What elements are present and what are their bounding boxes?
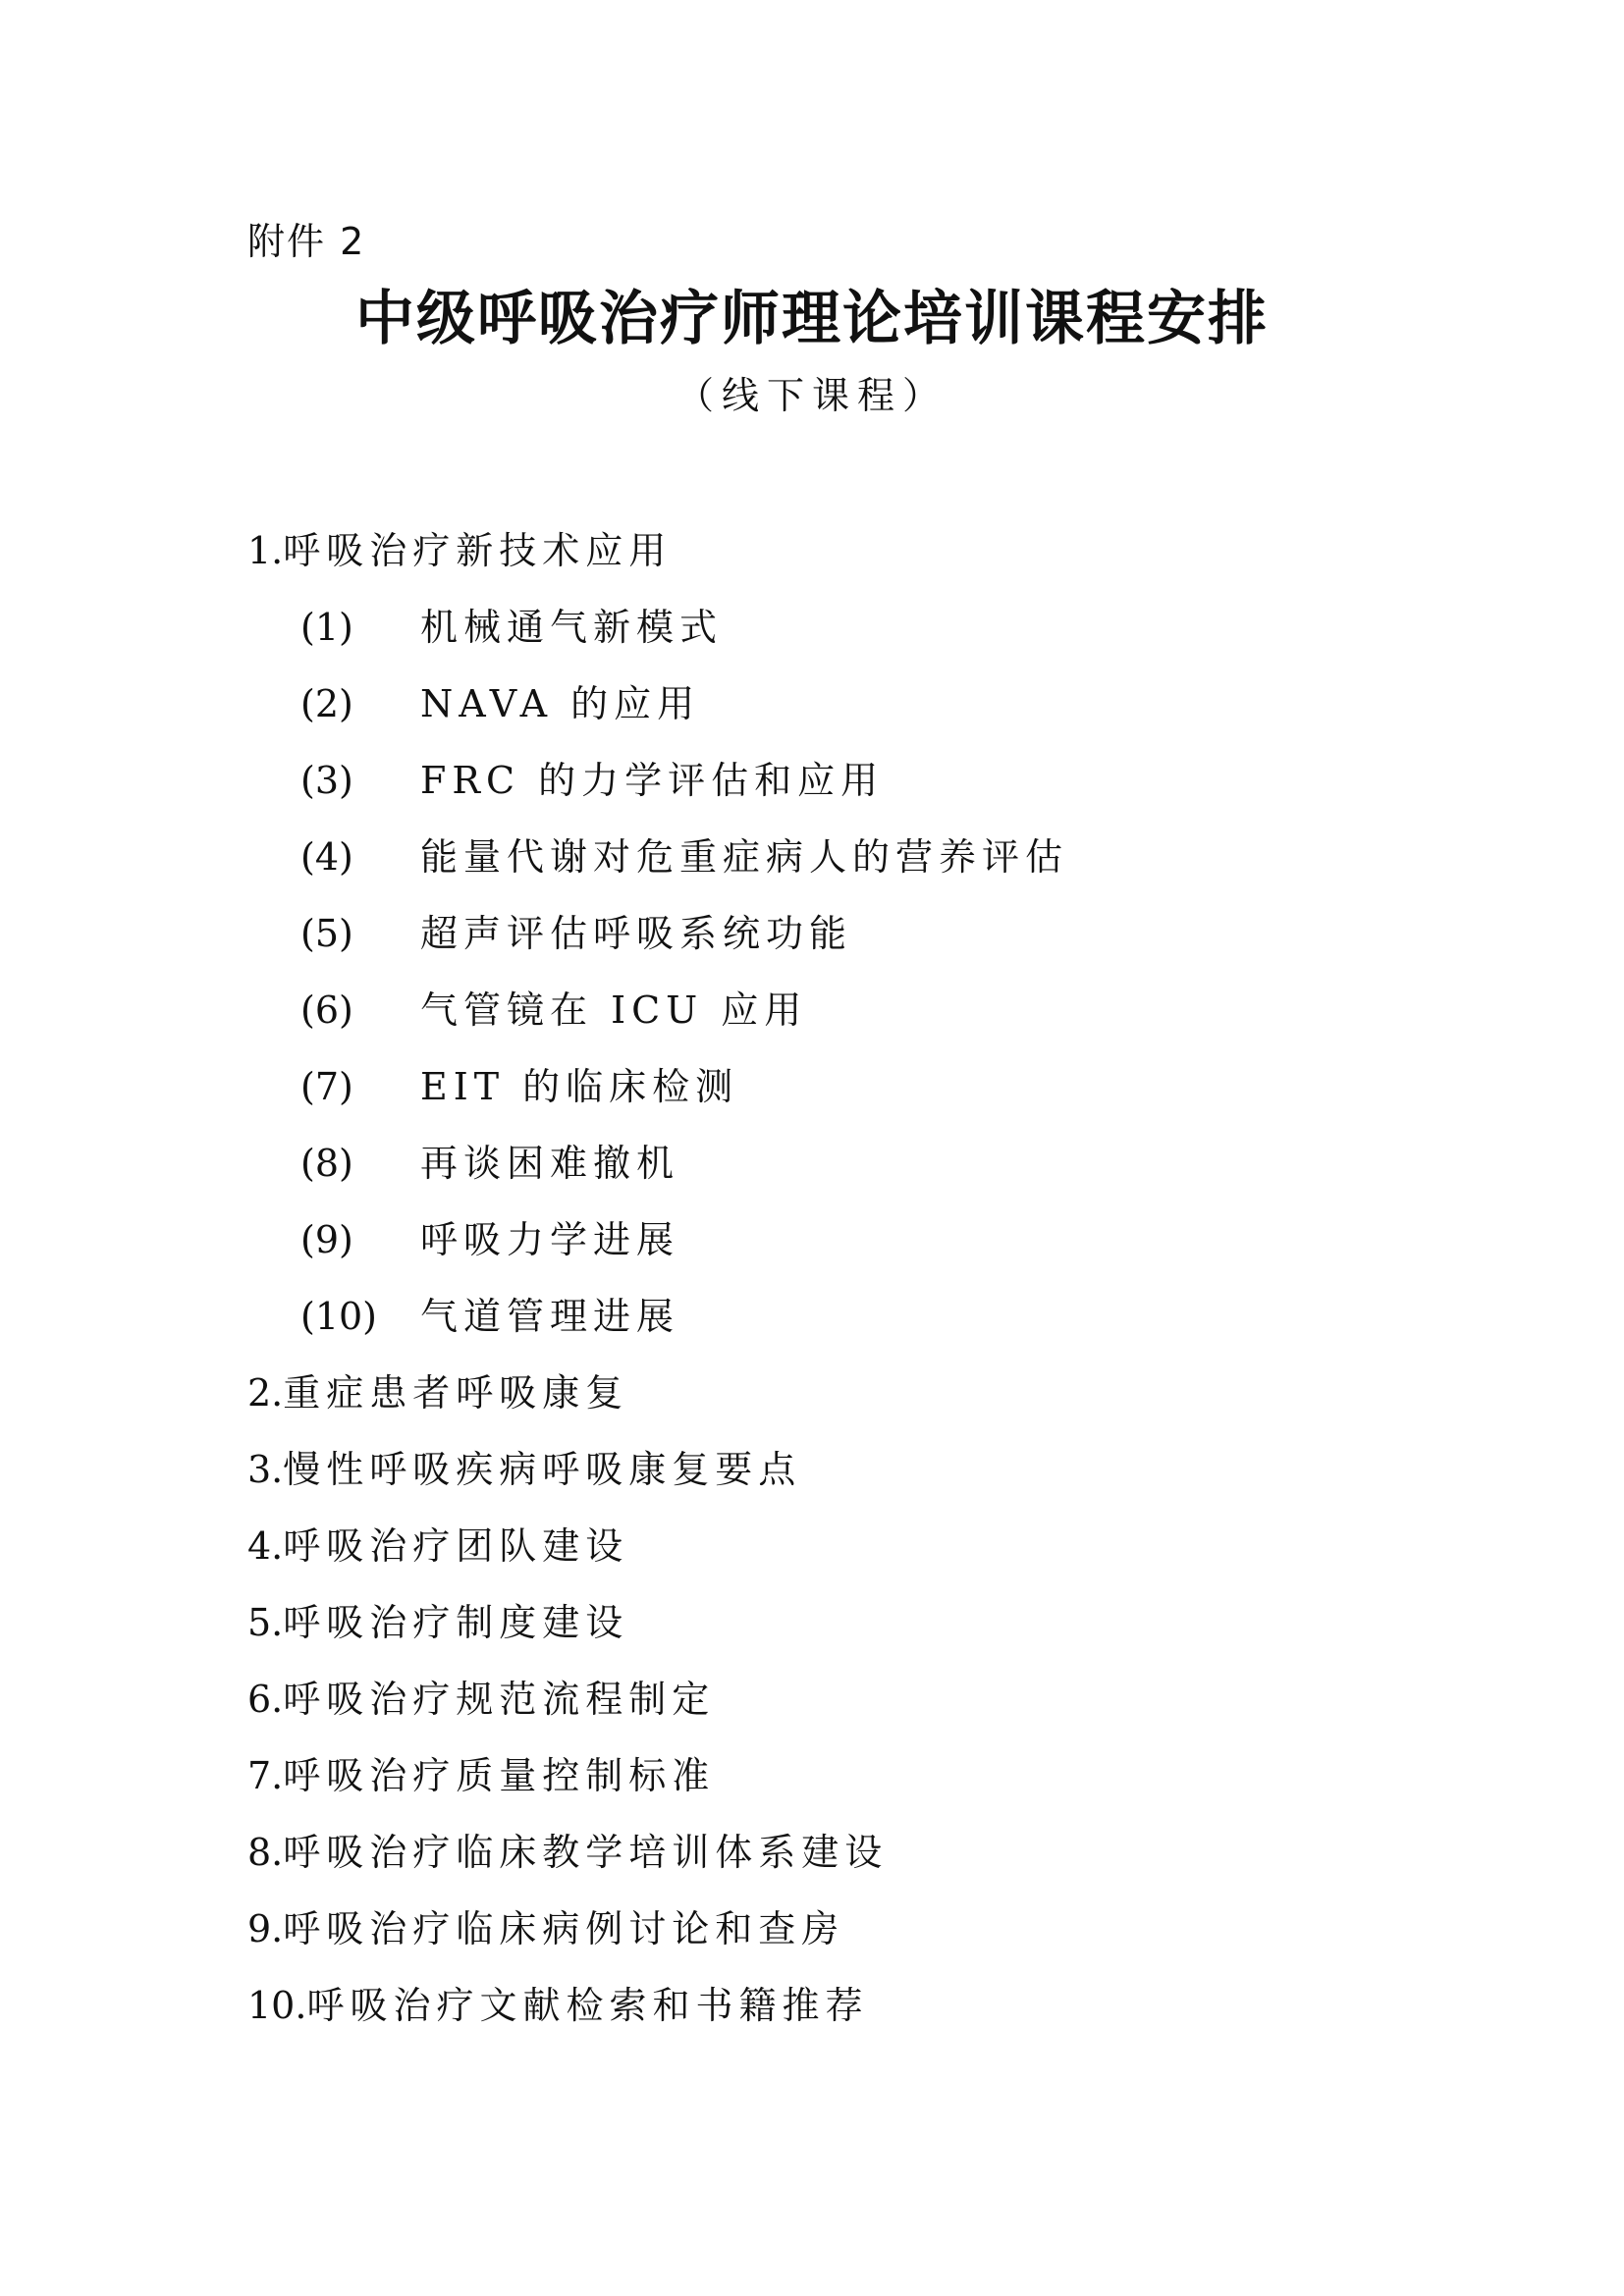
- item-text: 呼吸治疗文献检索和书籍推荐: [306, 1984, 869, 2027]
- item-text: 呼吸治疗临床病例讨论和查房: [283, 1907, 845, 1950]
- item-number: 9.: [247, 1907, 284, 1950]
- course-item: [247, 1594, 1426, 1671]
- course-item: [247, 1824, 1426, 1900]
- subitem-number: (9): [300, 1218, 353, 1261]
- course-subitem: [247, 982, 1426, 1058]
- item-text: 呼吸治疗质量控制标准: [283, 1754, 716, 1797]
- item-text: 呼吸治疗临床教学培训体系建设: [283, 1831, 889, 1874]
- course-item: [247, 1441, 1426, 1518]
- course-item: [247, 1364, 1426, 1441]
- subitem-number: (4): [300, 835, 353, 879]
- item-text: 呼吸治疗团队建设: [283, 1524, 629, 1568]
- subitem-number: (1): [300, 606, 353, 649]
- item-number: 8.: [247, 1831, 284, 1874]
- item-text: 呼吸治疗制度建设: [283, 1601, 629, 1644]
- course-subitem: [247, 1211, 1426, 1288]
- attachment-label: 附件 2: [247, 220, 366, 263]
- item-number: 3.: [247, 1448, 284, 1491]
- subitem-number: (3): [300, 759, 353, 802]
- item-number: 2.: [247, 1371, 284, 1415]
- course-item: [247, 1671, 1426, 1747]
- course-item: [247, 1900, 1426, 1977]
- subitem-number: (10): [300, 1295, 378, 1338]
- item-number: 4.: [247, 1524, 284, 1568]
- course-subitem: [247, 905, 1426, 982]
- document-title: 中级呼吸治疗师理论培训课程安排: [355, 285, 1269, 353]
- item-number: 5.: [247, 1601, 284, 1644]
- course-subitem: [247, 599, 1426, 675]
- subitem-text: 呼吸力学进展: [420, 1218, 680, 1261]
- subitem-text: 机械通气新模式: [420, 606, 724, 649]
- subitem-number: (7): [300, 1065, 353, 1108]
- subitem-text: 气道管理进展: [420, 1295, 680, 1338]
- item-number: 6.: [247, 1678, 284, 1721]
- course-subitem: [247, 675, 1426, 752]
- item-number: 7.: [247, 1754, 284, 1797]
- course-item: [247, 522, 1426, 599]
- course-subitem: [247, 1135, 1426, 1211]
- subitem-text: NAVA 的应用: [420, 682, 701, 725]
- subitem-number: (5): [300, 912, 353, 955]
- course-subitem: [247, 828, 1426, 905]
- course-list: [247, 522, 1426, 2054]
- item-text: 慢性呼吸疾病呼吸康复要点: [283, 1448, 802, 1491]
- item-text: 呼吸治疗规范流程制定: [283, 1678, 716, 1721]
- document-subtitle: （线下课程）: [676, 374, 947, 417]
- course-subitem: [247, 1058, 1426, 1135]
- course-subitem: [247, 752, 1426, 828]
- item-text: 呼吸治疗新技术应用: [283, 529, 673, 572]
- subitem-text: 能量代谢对危重症病人的营养评估: [420, 835, 1069, 879]
- course-item: [247, 1518, 1426, 1594]
- item-number: 10.: [247, 1984, 307, 2027]
- subitem-number: (2): [300, 682, 353, 725]
- subitem-text: EIT 的临床检测: [420, 1065, 739, 1108]
- item-text: 重症患者呼吸康复: [283, 1371, 629, 1415]
- course-item: [247, 1977, 1426, 2054]
- subitem-text: 超声评估呼吸系统功能: [420, 912, 853, 955]
- subitem-text: 再谈困难撤机: [420, 1142, 680, 1185]
- course-item: [247, 1747, 1426, 1824]
- subitem-number: (8): [300, 1142, 353, 1185]
- subitem-number: (6): [300, 988, 353, 1032]
- item-number: 1.: [247, 529, 284, 572]
- subitem-text: 气管镜在 ICU 应用: [420, 988, 808, 1032]
- course-subitem: [247, 1288, 1426, 1364]
- subitem-text: FRC 的力学评估和应用: [420, 759, 885, 802]
